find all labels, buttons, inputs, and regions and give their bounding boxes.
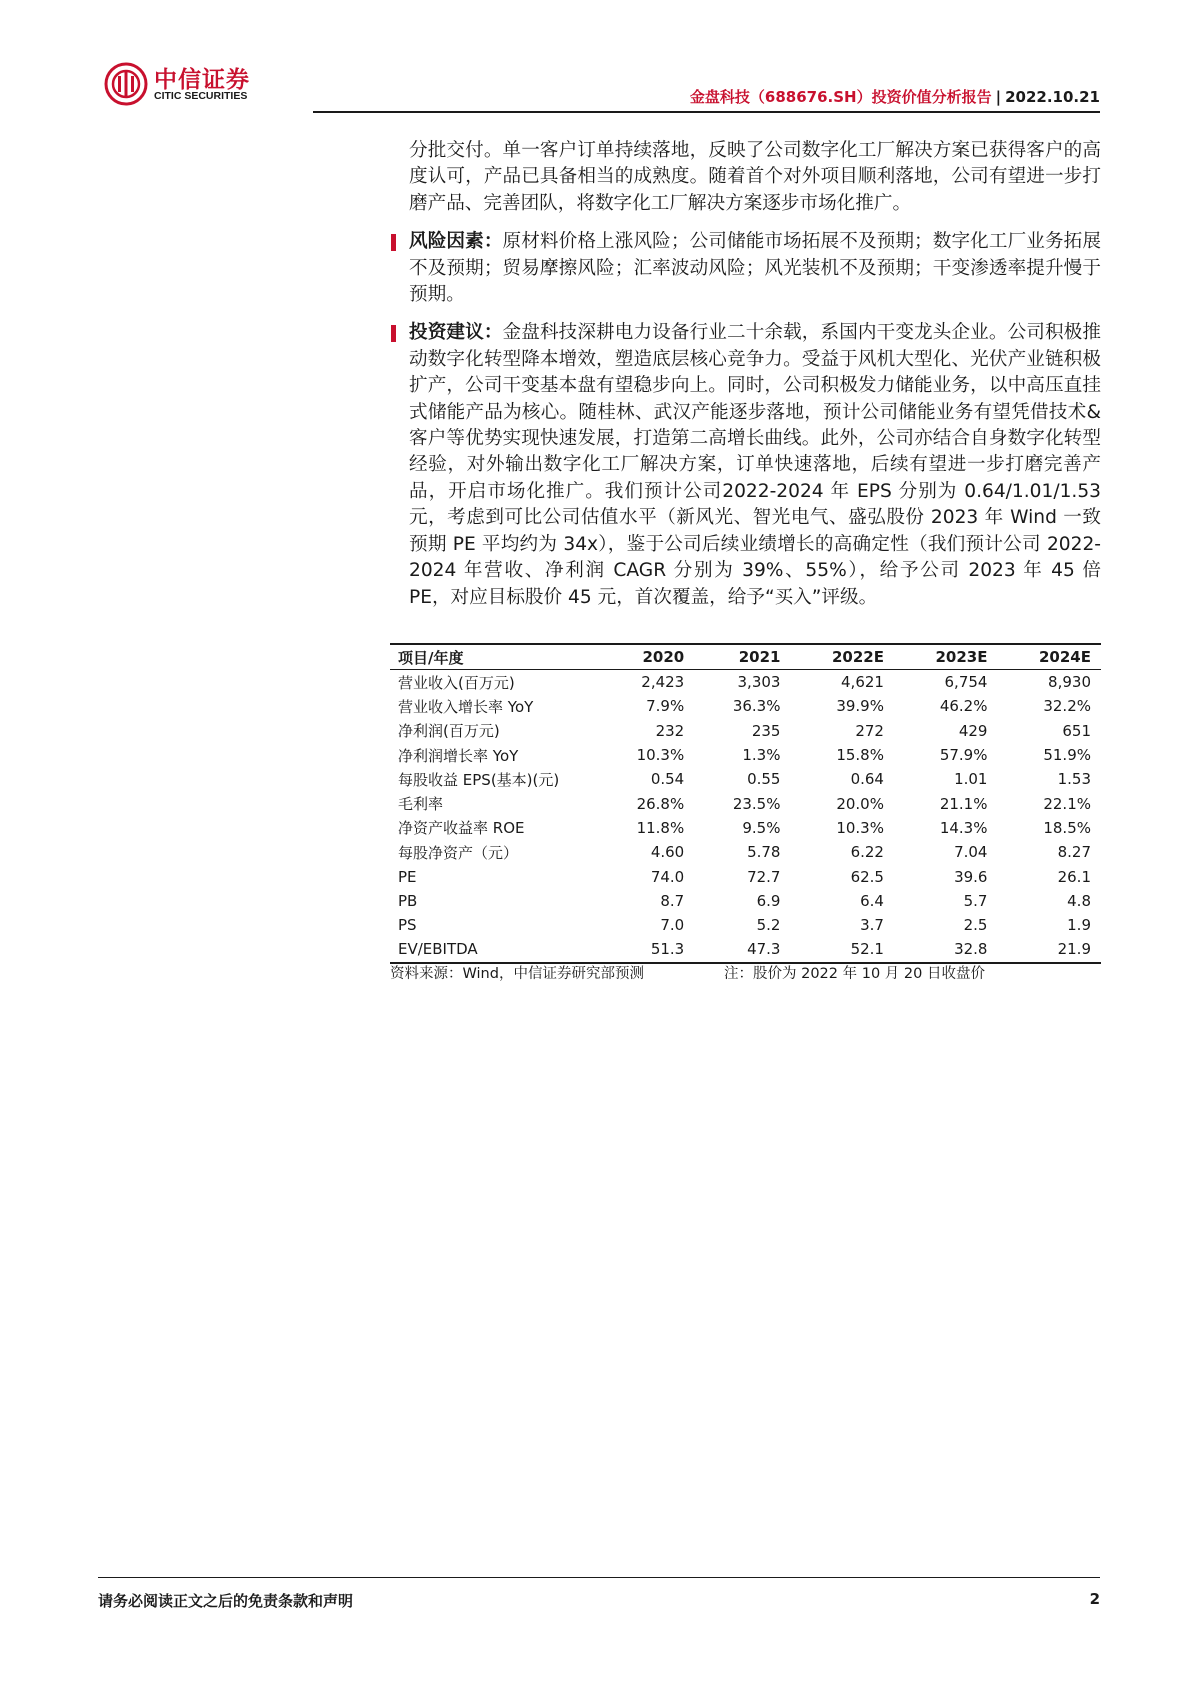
table-cell: 5.7 <box>963 891 988 910</box>
table-cell: 6.22 <box>850 843 884 862</box>
table-cell: 232 <box>655 721 685 740</box>
table-cell: 15.8% <box>836 746 884 765</box>
table-cell: 1.9 <box>1067 916 1091 935</box>
table-cell: 23.5% <box>732 794 781 813</box>
table-cell: 39.9% <box>836 697 884 716</box>
table-cell: 8,930 <box>1048 673 1091 692</box>
table-cell: 26.1 <box>1057 867 1091 886</box>
table-header-row <box>390 644 1101 670</box>
risk-label: 风险因素： <box>409 231 503 253</box>
table-row <box>390 743 1101 767</box>
section-marker-icon <box>391 325 396 342</box>
table-cell: 10.3% <box>636 746 685 765</box>
advice-paragraph <box>409 320 1101 610</box>
table-cell: 9.5% <box>742 818 781 837</box>
table-row <box>390 864 1101 888</box>
table-cell: 235 <box>751 721 781 740</box>
table-cell: 46.2% <box>939 697 988 716</box>
table-cell: 6.9 <box>756 891 781 910</box>
advice-label: 投资建议： <box>409 322 503 344</box>
table-cell: 26.8% <box>636 794 685 813</box>
risk-section <box>409 229 1101 308</box>
citic-logo <box>104 60 274 106</box>
table-cell: 57.9% <box>939 746 988 765</box>
row-label-cell: 每股收益 EPS(基本)(元) <box>398 770 560 789</box>
table-cell: 4.60 <box>650 843 685 862</box>
table-cell: 32.2% <box>1043 697 1091 716</box>
row-label-cell: 净资产收益率 ROE <box>398 819 525 838</box>
table-cell: 11.8% <box>636 818 685 837</box>
table-row <box>390 719 1101 743</box>
row-label-cell: 营业收入(百万元) <box>398 673 515 692</box>
table-cell: 3.7 <box>860 916 884 935</box>
table-cell: 18.5% <box>1043 818 1091 837</box>
row-label-cell: 毛利率 <box>398 795 444 814</box>
table-cell: 0.64 <box>850 770 884 789</box>
table-cell: 51.9% <box>1043 746 1091 765</box>
table-cell: 4.8 <box>1067 891 1091 910</box>
table-cell: 1.3% <box>742 746 781 765</box>
table-cell: 0.55 <box>747 770 781 789</box>
row-label-cell: PE <box>398 867 417 886</box>
table-cell: 7.9% <box>646 697 685 716</box>
table-cell: 6.4 <box>860 891 884 910</box>
footer-disclaimer: 请务必阅读正文之后的免责条款和声明 <box>98 1592 354 1610</box>
table-header-cell: 2024E <box>997 644 1101 670</box>
table-cell: 2.5 <box>963 916 988 935</box>
table-cell: 651 <box>1062 721 1091 740</box>
logo-chinese-text: 中信证券 <box>154 67 250 93</box>
table-cell: 1.01 <box>954 770 988 789</box>
table-cell: 36.3% <box>732 697 781 716</box>
page-header <box>98 60 1100 114</box>
table-row <box>390 816 1101 840</box>
header-divider <box>313 111 1100 113</box>
table-row <box>390 767 1101 791</box>
footer-divider <box>98 1577 1100 1578</box>
table-cell: 39.6 <box>954 867 988 886</box>
table-note: 注：股价为 2022 年 10 月 20 日收盘价 <box>724 966 985 982</box>
table-cell: 5.2 <box>756 916 781 935</box>
table-cell: 429 <box>958 721 988 740</box>
table-cell: 74.0 <box>650 867 685 886</box>
table-row <box>390 937 1101 962</box>
table-cell: 0.54 <box>650 770 685 789</box>
report-body <box>409 138 1101 611</box>
table-cell: 6,754 <box>944 673 988 692</box>
advice-section <box>409 320 1101 610</box>
table-cell: 62.5 <box>850 867 884 886</box>
row-label-cell: PB <box>398 891 418 910</box>
table-cell: 2,423 <box>641 673 685 692</box>
page-number: 2 <box>1089 1590 1100 1608</box>
financial-forecast-table <box>390 643 1101 964</box>
report-title-text: 金盘科技（688676.SH）投资价值分析报告 <box>689 88 992 106</box>
section-marker-icon <box>391 234 396 251</box>
row-label-cell: 营业收入增长率 YoY <box>398 697 534 716</box>
table-cell: 8.7 <box>660 891 685 910</box>
table-row <box>390 670 1101 695</box>
report-date: 2022.10.21 <box>1005 88 1100 106</box>
table-cell: 14.3% <box>939 818 988 837</box>
citic-logo-icon <box>104 62 148 106</box>
table-header-cell: 2023E <box>894 644 998 670</box>
table-cell: 5.78 <box>747 843 781 862</box>
table-cell: 52.1 <box>790 937 894 962</box>
table-cell: 72.7 <box>747 867 781 886</box>
table-row <box>390 791 1101 815</box>
row-label-cell: 净利润增长率 YoY <box>398 746 519 765</box>
table-row <box>390 913 1101 937</box>
table-cell: 21.1% <box>939 794 988 813</box>
table-header-cell: 2020 <box>598 644 694 670</box>
row-label-cell: EV/EBITDA <box>390 937 598 962</box>
report-title <box>690 86 1100 107</box>
table-cell: 7.0 <box>660 916 685 935</box>
logo-english-text: CITIC SECURITIES <box>154 90 248 102</box>
title-separator: | <box>995 88 1002 106</box>
table-cell: 3,303 <box>737 673 781 692</box>
advice-text: 金盘科技深耕电力设备行业二十余载，系国内干变龙头企业。公司积极推动数字化转型降本增效，塑造底层核心竞争力。受益于风机大型化、光伏产业链积极扩产，公司干变基本盘有望稳步向上。同时，公司积极发力储能业务，以中高压直挂式储能产品为核心。随桂林、武汉产能逐步落地，预计公司储能业务有望凭借技术&客户等优势实现快速发展，打造第二高增长曲线。此外，公司亦结合自身数字化转型经验，对外输出数字化工厂解决方案，订单快速落地，后续有望进一步打磨完善产品，开启市场化推广。我们预计公司2022-2024 年 EPS 分别为 0.64/1.01/1.53 元，考虑到可比公司估值水平（新风光、智光电气、盛弘股份 2023 年 Wind 一致预期 PE 平均约为 34x），鉴于公司后续业绩增长的高确定性（我们预计公司 2022-2024 年营收、净利润 CAGR 分别为 39%、55%），给予公司 2023 年 45 倍 PE，对应目标股价 45 元，首次覆盖，给予“买入”评级。 <box>409 322 1101 608</box>
table-cell: 20.0% <box>836 794 884 813</box>
table-cell: 32.8 <box>894 937 998 962</box>
table-cell: 8.27 <box>1057 843 1091 862</box>
table-source: 资料来源：Wind，中信证券研究部预测 <box>390 966 644 982</box>
row-label-cell: PS <box>398 916 417 935</box>
table-cell: 1.53 <box>1057 770 1091 789</box>
risk-paragraph <box>409 229 1101 308</box>
table-cell: 21.9 <box>997 937 1101 962</box>
row-label-cell: 净利润(百万元) <box>398 722 500 741</box>
table-header-cell: 2022E <box>790 644 894 670</box>
table-cell: 4,621 <box>841 673 884 692</box>
table-header-cell: 项目/年度 <box>390 644 598 670</box>
table-row <box>390 840 1101 864</box>
table-cell: 47.3 <box>694 937 790 962</box>
table-cell: 51.3 <box>598 937 694 962</box>
table-header-cell: 2021 <box>694 644 790 670</box>
table-row <box>390 694 1101 718</box>
row-label-cell: 每股净资产（元） <box>398 843 519 862</box>
table-row <box>390 889 1101 913</box>
risk-text: 原材料价格上涨风险；公司储能市场拓展不及预期；数字化工厂业务拓展不及预期；贸易摩擦风险；汇率波动风险；风光装机不及预期；干变渗透率提升慢于预期。 <box>409 231 1101 306</box>
intro-paragraph: 分批交付。单一客户订单持续落地，反映了公司数字化工厂解决方案已获得客户的高度认可，产品已具备相当的成熟度。随着首个对外项目顺利落地，公司有望进一步打磨产品、完善团队，将数字化工厂解决方案逐步市场化推广。 <box>409 140 1101 214</box>
table-cell: 272 <box>855 721 884 740</box>
table-cell: 10.3% <box>836 818 884 837</box>
table-cell: 7.04 <box>954 843 988 862</box>
table-cell: 22.1% <box>1043 794 1091 813</box>
